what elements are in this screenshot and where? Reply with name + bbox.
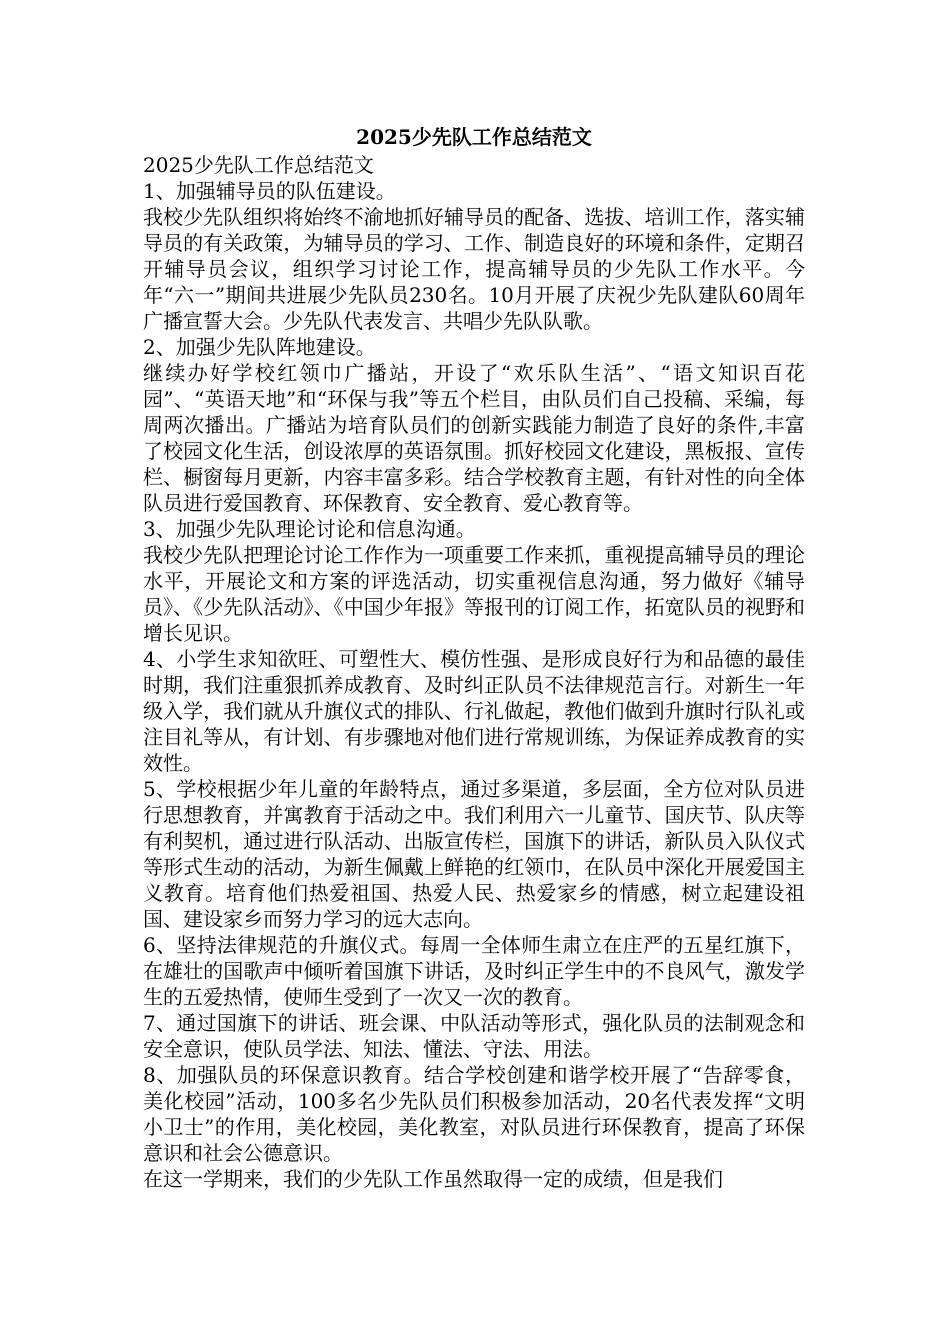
paragraph-item-6: 6、坚持法律规范的升旗仪式。每周一全体师生肃立在庄严的五星红旗下，在雄壮的国歌声中倾听着国旗下讲话，及时纠正学生中的不良风气，激发学生的五爱热情，使师生受到了一次又一次的教育。: [143, 933, 805, 1009]
paragraph-item-5: 5、学校根据少年儿童的年龄特点，通过多渠道，多层面，全方位对队员进行思想教育，并寓教育于活动之中。我们利用六一儿童节、国庆节、队庆等有利契机，通过进行队活动、出版宣传栏，国旗下的讲话，新队员入队仪式等形式生动的活动，为新生佩戴上鲜艳的红领巾，在队员中深化开展爱国主义教育。培育他们热爱祖国、热爱人民、热爱家乡的情感，树立起建设祖国、建设家乡而努力学习的远大志向。: [143, 777, 805, 931]
document-body: [143, 152, 805, 1192]
paragraph-closing: 在这一学期来，我们的少先队工作虽然取得一定的成绩，但是我们: [143, 1167, 723, 1191]
document-page: [143, 124, 805, 1192]
paragraph-body-1: 我校少先队组织将始终不渝地抓好辅导员的配备、选拔、培训工作，落实辅导员的有关政策，为辅导员的学习、工作、制造良好的环境和条件，定期召开辅导员会议，组织学习讨论工作，提高辅导员的少先队工作水平。今年“六一”期间共进展少先队员230名。10月开展了庆祝少先队建队60周年广播宣誓大会。少先队代表发言、共唱少先队队歌。: [143, 205, 805, 333]
paragraph-heading-2: 2、加强少先队阵地建设。: [143, 335, 376, 359]
paragraph-item-7: 7、通过国旗下的讲话、班会课、中队活动等形式，强化队员的法制观念和安全意识，使队员学法、知法、懂法、守法、用法。: [143, 1011, 805, 1061]
paragraph-heading-3: 3、加强少先队理论讨论和信息沟通。: [143, 517, 476, 541]
paragraph-subtitle: 2025少先队工作总结范文: [143, 153, 374, 177]
paragraph-body-3: 我校少先队把理论讨论工作作为一项重要工作来抓，重视提高辅导员的理论水平，开展论文和方案的评选活动，切实重视信息沟通，努力做好《辅导员》、《少先队活动》、《中国少年报》等报刊的订阅工作，拓宽队员的视野和增长见识。: [143, 543, 805, 645]
paragraph-body-2: 继续办好学校红领巾广播站，开设了“欢乐队生活”、“语文知识百花园”、“英语天地”和“环保与我”等五个栏目，由队员们自己投稿、采编，每周两次播出。广播站为培育队员们的创新实践能力制造了良好的条件,丰富了校园文化生活，创设浓厚的英语氛围。抓好校园文化建设，黑板报、宣传栏、橱窗每月更新，内容丰富多彩。结合学校教育主题，有针对性的向全体队员进行爱国教育、环保教育、安全教育、爱心教育等。: [143, 361, 805, 515]
document-title: 2025少先队工作总结范文: [356, 125, 592, 149]
paragraph-item-8: 8、加强队员的环保意识教育。结合学校创建和谐学校开展了“告辞零食，美化校园”活动，100多名少先队员们积极参加活动，20名代表发挥“文明小卫士”的作用，美化校园，美化教室，对队员进行环保教育，提高了环保意识和社会公德意识。: [143, 1063, 805, 1165]
paragraph-heading-1: 1、加强辅导员的队伍建设。: [143, 179, 396, 203]
paragraph-item-4: 4、小学生求知欲旺、可塑性大、模仿性强、是形成良好行为和品德的最佳时期，我们注重狠抓养成教育、及时纠正队员不法律规范言行。对新生一年级入学，我们就从升旗仪式的排队、行礼做起，教他们做到升旗时行队礼或注目礼等从，有计划、有步骤地对他们进行常规训练，为保证养成教育的实效性。: [143, 647, 805, 775]
